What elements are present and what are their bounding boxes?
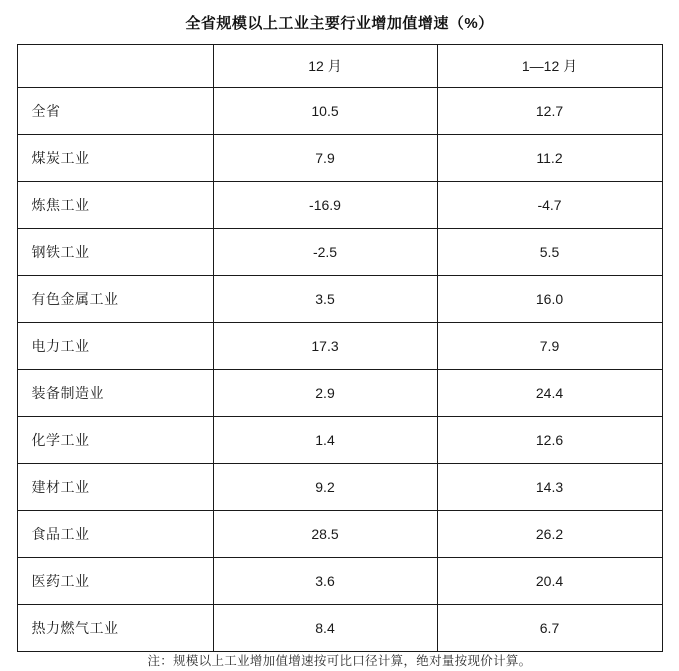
- table-row: [17, 370, 662, 417]
- table-header-row: [17, 45, 662, 88]
- row-label: 有色金属工业: [17, 276, 213, 323]
- cell-month-12: 10.5: [213, 88, 437, 135]
- cell-month-12: 8.4: [213, 605, 437, 652]
- column-header-month-12: 12 月: [213, 45, 437, 88]
- row-label: 化学工业: [17, 417, 213, 464]
- row-label: 建材工业: [17, 464, 213, 511]
- cell-month-12: 17.3: [213, 323, 437, 370]
- cell-cumulative: 26.2: [437, 511, 662, 558]
- table-footnote: 注：规模以上工业增加值增速按可比口径计算，绝对量按现价计算。: [147, 654, 532, 668]
- cell-cumulative: -4.7: [437, 182, 662, 229]
- row-label: 钢铁工业: [17, 229, 213, 276]
- cell-month-12: 2.9: [213, 370, 437, 417]
- table-row: [17, 182, 662, 229]
- cell-month-12: 7.9: [213, 135, 437, 182]
- page-title: 全省规模以上工业主要行业增加值增速（%）: [185, 15, 494, 32]
- table-row: [17, 276, 662, 323]
- cell-month-12: -2.5: [213, 229, 437, 276]
- row-label: 煤炭工业: [17, 135, 213, 182]
- column-header-category: [17, 45, 213, 88]
- cell-month-12: 3.5: [213, 276, 437, 323]
- table-row: [17, 605, 662, 652]
- column-header-cumulative: 1—12 月: [437, 45, 662, 88]
- table-body: [17, 88, 662, 652]
- table-row: [17, 88, 662, 135]
- row-label: 全省: [17, 88, 213, 135]
- row-label: 炼焦工业: [17, 182, 213, 229]
- cell-month-12: 1.4: [213, 417, 437, 464]
- cell-cumulative: 11.2: [437, 135, 662, 182]
- cell-month-12: 9.2: [213, 464, 437, 511]
- row-label: 食品工业: [17, 511, 213, 558]
- cell-cumulative: 16.0: [437, 276, 662, 323]
- cell-cumulative: 5.5: [437, 229, 662, 276]
- row-label: 热力燃气工业: [17, 605, 213, 652]
- table-row: [17, 229, 662, 276]
- industry-growth-table: [17, 44, 663, 652]
- row-label: 装备制造业: [17, 370, 213, 417]
- table-header: [17, 45, 662, 88]
- table-row: [17, 417, 662, 464]
- cell-month-12: -16.9: [213, 182, 437, 229]
- cell-cumulative: 7.9: [437, 323, 662, 370]
- table-row: [17, 135, 662, 182]
- cell-cumulative: 24.4: [437, 370, 662, 417]
- cell-cumulative: 12.6: [437, 417, 662, 464]
- cell-cumulative: 14.3: [437, 464, 662, 511]
- cell-cumulative: 12.7: [437, 88, 662, 135]
- cell-month-12: 3.6: [213, 558, 437, 605]
- table-row: [17, 511, 662, 558]
- row-label: 医药工业: [17, 558, 213, 605]
- cell-cumulative: 20.4: [437, 558, 662, 605]
- table-row: [17, 323, 662, 370]
- row-label: 电力工业: [17, 323, 213, 370]
- table-row: [17, 464, 662, 511]
- cell-cumulative: 6.7: [437, 605, 662, 652]
- cell-month-12: 28.5: [213, 511, 437, 558]
- table-row: [17, 558, 662, 605]
